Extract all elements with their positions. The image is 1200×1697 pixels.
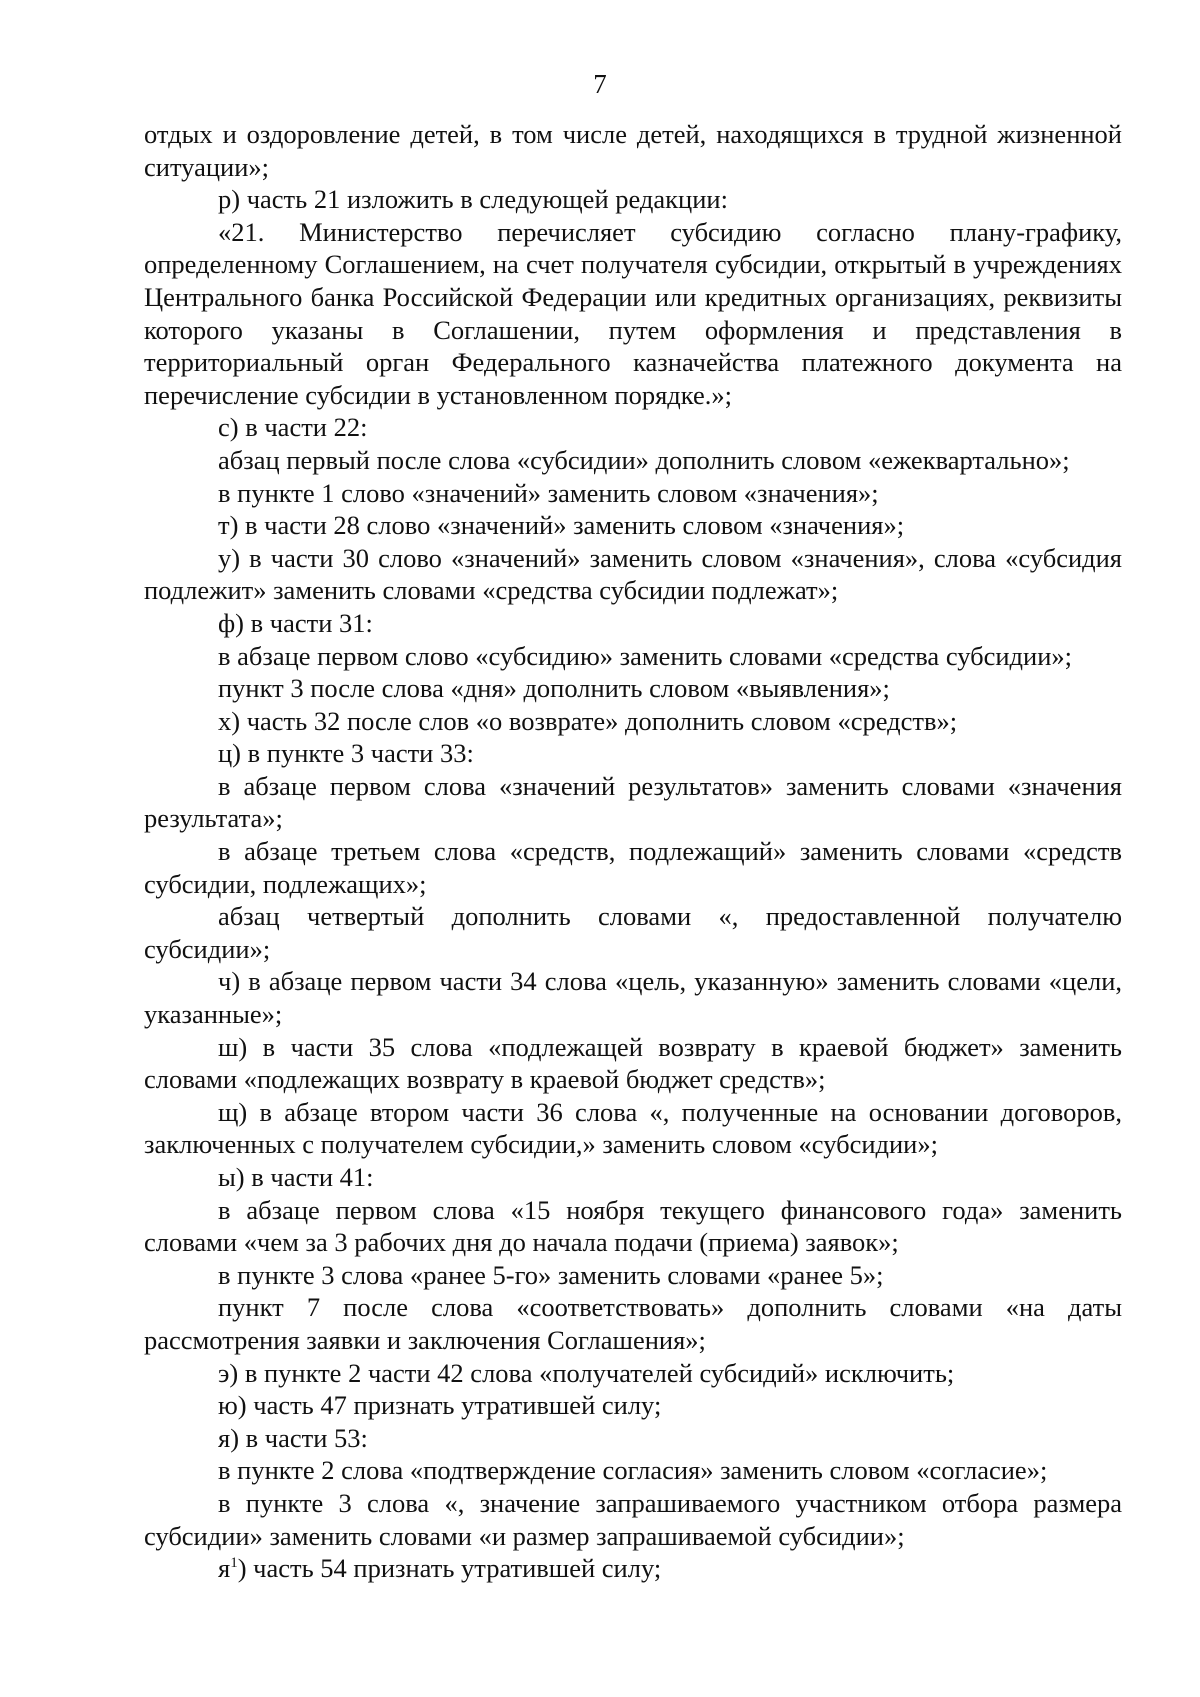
item-superscript: 1	[230, 1555, 238, 1572]
paragraph: в абзаце первом слова «значений результатов» заменить словами «значения результата»;	[144, 770, 1122, 834]
paragraph: щ) в абзаце втором части 36 слова «, полученные на основании договоров, заключенных с получателем субсидии,» заменить словом «субсидии»;	[144, 1096, 1122, 1160]
paragraph: в пункте 2 слова «подтверждение согласия» заменить словом «согласие»;	[218, 1455, 1048, 1486]
paragraph: абзац первый после слова «субсидии» дополнить словом «ежеквартально»;	[218, 444, 1070, 475]
page-number: 7	[593, 69, 607, 99]
paragraph: отдых и оздоровление детей, в том числе детей, находящихся в трудной жизненной ситуации»;	[144, 119, 1122, 182]
paragraph: в пункте 1 слово «значений» заменить словом «значения»;	[218, 477, 879, 508]
paragraph: ю) часть 47 признать утратившей силу;	[218, 1390, 662, 1421]
paragraph: абзац четвертый дополнить словами «, предоставленной получателю субсидии»;	[144, 901, 1122, 964]
paragraph: в абзаце первом слова «15 ноября текущего финансового года» заменить словами «чем за 3 рабочих дня до начала подачи (приема) заявок»;	[144, 1194, 1122, 1258]
paragraph: в абзаце первом слово «субсидию» заменить словами «средства субсидии»;	[218, 640, 1073, 671]
paragraph: х) часть 32 после слов «о возврате» дополнить словом «средств»;	[218, 705, 958, 736]
paragraph: ц) в пункте 3 части 33:	[218, 738, 474, 769]
item-letter: я	[218, 1553, 231, 1584]
paragraph: у) в части 30 слово «значений» заменить словом «значения», слова «субсидия подлежит» заменить словами «средства субсидии подлежат»;	[144, 542, 1122, 606]
paragraph: я) в части 53:	[218, 1422, 368, 1453]
paragraph: с) в части 22:	[218, 412, 368, 443]
paragraph: пункт 7 после слова «соответствовать» дополнить словами «на даты рассмотрения заявки и заключения Соглашения»;	[144, 1292, 1122, 1355]
paragraph: ш) в части 35 слова «подлежащей возврату в краевой бюджет» заменить словами «подлежащих возврату в краевой бюджет средств»;	[144, 1031, 1122, 1095]
item-text: ) часть 54 признать утратившей силу;	[237, 1553, 662, 1584]
paragraph: т) в части 28 слово «значений» заменить словом «значения»;	[218, 510, 905, 541]
paragraph: «21. Министерство перечисляет субсидию согласно плану-графику, определенному Соглашением, на счет получателя субсидии, открытый в учреждениях Центрального банка Российской Федерации или кредитных организациях, реквизиты которого указаны в Соглашении, путем оформления и представления в территориальный орган Федерального казначейства платежного документа на перечисление субсидии в установленном порядке.»;	[144, 216, 1122, 410]
paragraph-last-item	[144, 1552, 1122, 1585]
paragraph: р) часть 21 изложить в следующей редакции:	[218, 184, 728, 215]
document-body	[144, 118, 1122, 1585]
paragraph: в абзаце третьем слова «средств, подлежащий» заменить словами «средств субсидии, подлежащих»;	[144, 836, 1122, 899]
paragraph: пункт 3 после слова «дня» дополнить словом «выявления»;	[218, 673, 890, 704]
paragraph: ф) в части 31:	[218, 607, 373, 638]
paragraph: в пункте 3 слова «ранее 5-го» заменить словами «ранее 5»;	[218, 1259, 884, 1290]
paragraph: ы) в части 41:	[218, 1162, 374, 1192]
paragraph: э) в пункте 2 части 42 слова «получателей субсидий» исключить;	[218, 1357, 955, 1388]
paragraph: в пункте 3 слова «, значение запрашиваемого участником отбора размера субсидии» заменить словами «и размер запрашиваемой субсидии»;	[144, 1487, 1122, 1551]
paragraph: ч) в абзаце первом части 34 слова «цель, указанную» заменить словами «цели, указанные»;	[144, 966, 1122, 1030]
